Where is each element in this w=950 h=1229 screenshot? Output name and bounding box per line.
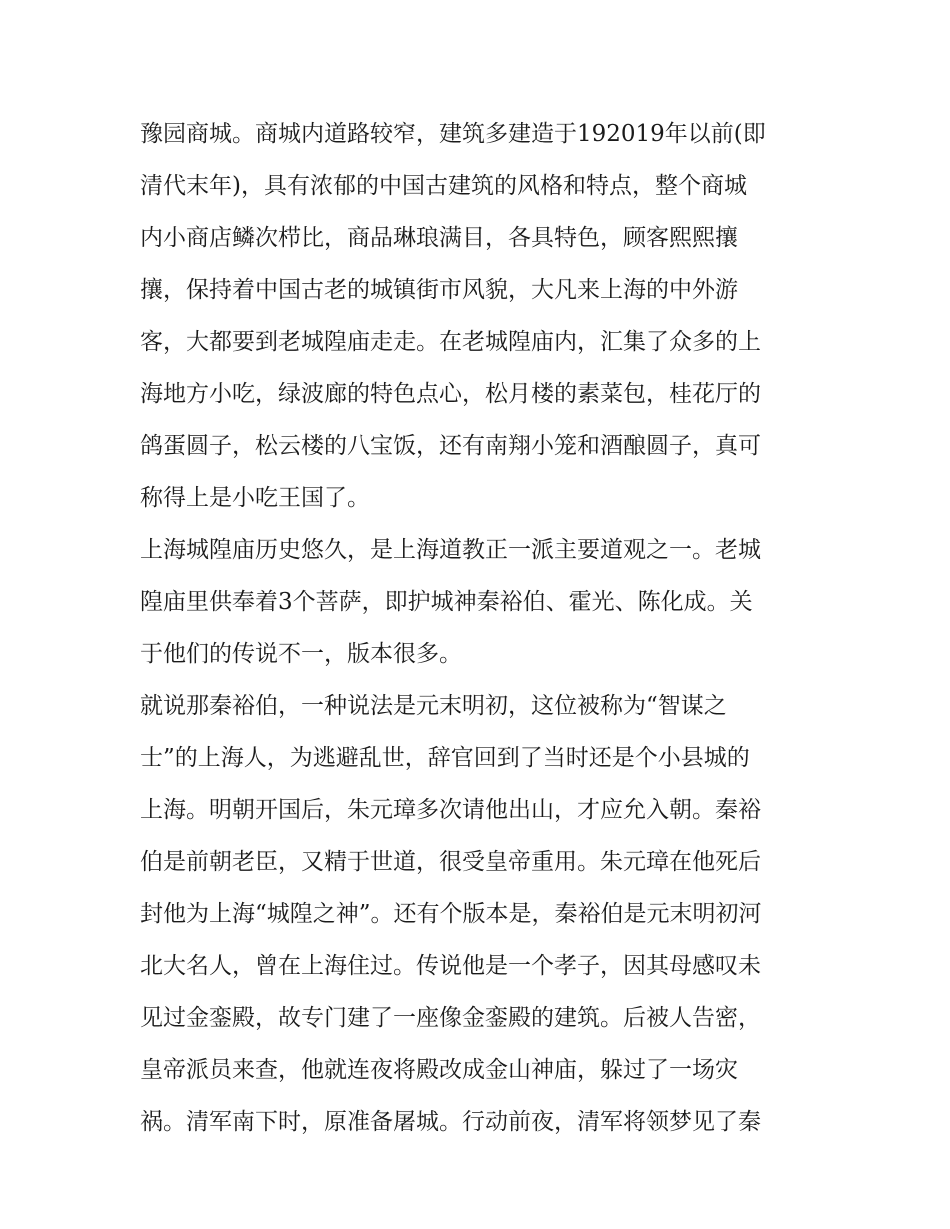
body-text xyxy=(140,108,830,1148)
text-line: 内小商店鳞次栉比，商品琳琅满目，各具特色，顾客熙熙攘 xyxy=(140,225,738,251)
text-line: 海地方小吃，绿波廊的特色点心，松月楼的素菜包，桂花厅的 xyxy=(140,381,761,407)
paragraph-yuyuan-bazaar xyxy=(140,108,830,524)
text-line: 上海城隍庙历史悠久，是上海道教正一派主要道观之一。老城 xyxy=(140,537,761,563)
text-line: 就说那秦裕伯，一种说法是元末明初，这位被称为“智谋之 xyxy=(140,693,727,719)
text-line: 于他们的传说不一，版本很多。 xyxy=(140,641,462,667)
text-line: 祸。清军南下时，原准备屠城。行动前夜，清军将领梦见了秦 xyxy=(140,1109,761,1135)
text-line: 客，大都要到老城隍庙走走。在老城隍庙内，汇集了众多的上 xyxy=(140,329,761,355)
text-line: 封他为上海“城隍之神”。还有个版本是，秦裕伯是元末明初河 xyxy=(140,901,762,927)
text-line: 北大名人，曾在上海住过。传说他是一个孝子，因其母感叹未 xyxy=(140,953,761,979)
text-line: 见过金銮殿，故专门建了一座像金銮殿的建筑。后被人告密， xyxy=(140,1005,761,1031)
text-line: 上海。明朝开国后，朱元璋多次请他出山，才应允入朝。秦裕 xyxy=(140,797,761,823)
text-line: 称得上是小吃王国了。 xyxy=(140,485,370,511)
text-line: 清代末年)，具有浓郁的中国古建筑的风格和特点，整个商城 xyxy=(140,173,747,199)
paragraph-temple-history xyxy=(140,524,830,680)
text-line: 攘，保持着中国古老的城镇街市风貌，大凡来上海的中外游 xyxy=(140,277,738,303)
text-line: 鸽蛋圆子，松云楼的八宝饭，还有南翔小笼和酒酿圆子，真可 xyxy=(140,433,761,459)
text-line: 士”的上海人，为逃避乱世，辞官回到了当时还是个小县城的 xyxy=(140,745,750,771)
text-line: 隍庙里供奉着3个菩萨，即护城神秦裕伯、霍光、陈化成。关 xyxy=(140,589,753,615)
paragraph-qin-yubo-legend xyxy=(140,680,830,1148)
text-line: 皇帝派员来查，他就连夜将殿改成金山神庙，躲过了一场灾 xyxy=(140,1057,738,1083)
text-line: 豫园商城。商城内道路较窄，建筑多建造于192019年以前(即 xyxy=(140,121,766,147)
text-line: 伯是前朝老臣，又精于世道，很受皇帝重用。朱元璋在他死后 xyxy=(140,849,761,875)
